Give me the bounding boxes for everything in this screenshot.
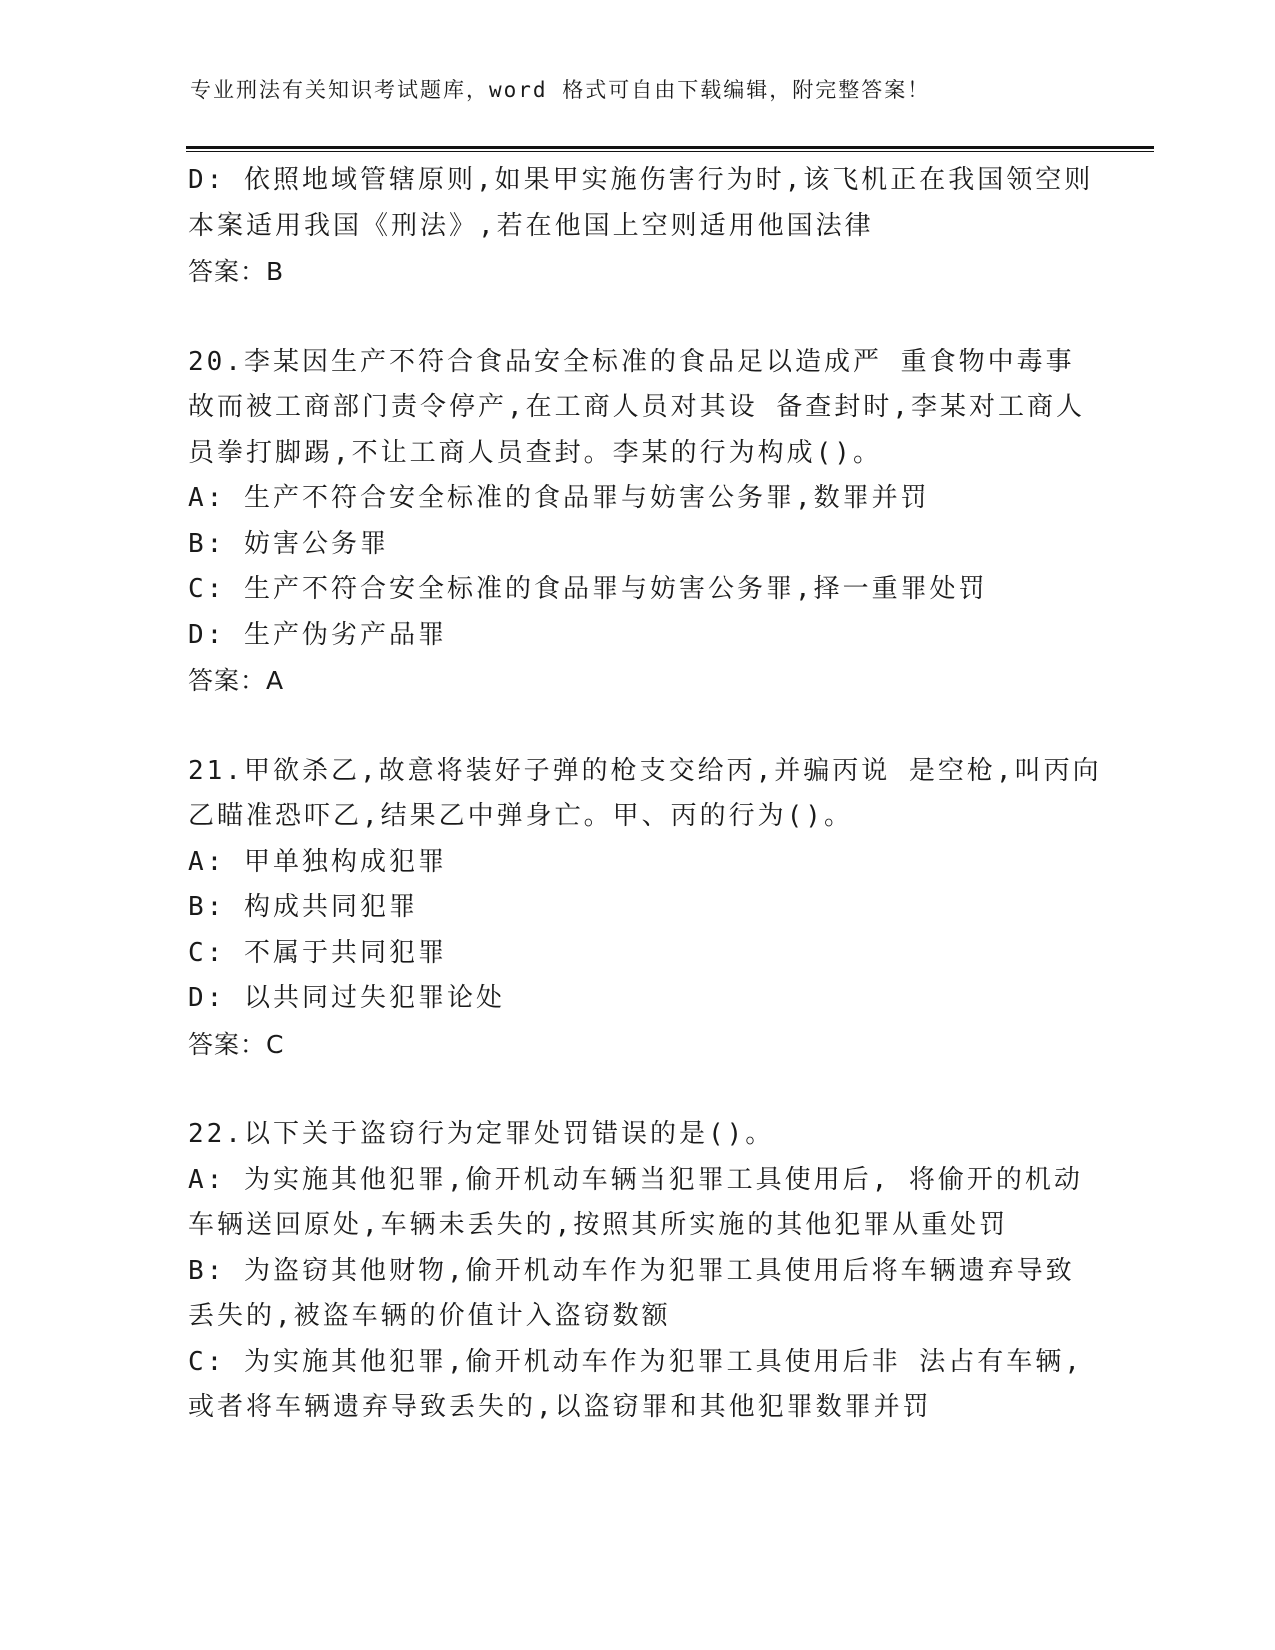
question-text-line: 乙瞄准恐吓乙,结果乙中弹身亡。甲、丙的行为()。 [188,801,853,831]
option-c: C: 生产不符合安全标准的食品罪与妨害公务罪,择一重罪处罚 [188,574,988,604]
option-b: B: 妨害公务罪 [188,528,389,559]
question-21 [188,749,1102,1068]
option-b-line: B: 为盗窃其他财物,偷开机动车作为犯罪工具使用后将车辆遗弃导致 [188,1255,1075,1286]
option-a-line: 车辆送回原处,车辆未丢失的,按照其所实施的其他犯罪从重处罚 [188,1210,1009,1240]
question-22 [188,1112,1088,1431]
document-body [188,158,1102,1431]
answer-line: 答案：A [188,666,285,695]
question-text-line: 21.甲欲杀乙,故意将装好子弹的枪支交给丙,并骗丙说 是空枪,叫丙向 [188,755,1102,786]
answer-line: 答案：B [188,257,285,286]
question-text-line: 22.以下关于盗窃行为定罪处罚错误的是()。 [188,1119,775,1149]
option-a: A: 甲单独构成犯罪 [188,846,447,877]
question-text-line: 20.李某因生产不符合食品安全标准的食品足以造成严 重食物中毒事 [188,346,1075,377]
option-c-line: 或者将车辆遗弃导致丢失的,以盗窃罪和其他犯罪数罪并罚 [188,1392,932,1422]
option-d-line: 本案适用我国《刑法》,若在他国上空则适用他国法律 [188,210,874,241]
option-d-line: D: 依照地域管辖原则,如果甲实施伤害行为时,该飞机正在我国领空则 [188,165,1094,195]
page-header: 专业刑法有关知识考试题库，word 格式可自由下载编辑，附完整答案！ [190,78,931,102]
option-c: C: 不属于共同犯罪 [188,937,447,968]
option-a-line: A: 为实施其他犯罪,偷开机动车辆当犯罪工具使用后, 将偷开的机动 [188,1164,1083,1195]
question-text-line: 员拳打脚踢,不让工商人员查封。李某的行为构成()。 [188,437,882,468]
header-divider [186,146,1154,152]
option-b: B: 构成共同犯罪 [188,892,418,922]
header-divider-thin [186,151,1154,152]
header-divider-thick [186,146,1154,149]
question-text-line: 故而被工商部门责令停产,在工商人员对其设 备查封时,李某对工商人 [188,392,1085,422]
spacer [188,295,1088,340]
option-b-line: 丢失的,被盗车辆的价值计入盗窃数额 [188,1301,671,1331]
option-d: D: 以共同过失犯罪论处 [188,983,505,1013]
question-19-tail [188,158,1094,295]
option-d: D: 生产伪劣产品罪 [188,619,447,650]
answer-line: 答案：C [188,1029,285,1059]
spacer [188,1067,1088,1112]
option-c-line: C: 为实施其他犯罪,偷开机动车作为犯罪工具使用后非 法占有车辆, [188,1346,1083,1377]
spacer [188,704,1088,749]
question-20 [188,340,1088,704]
option-a: A: 生产不符合安全标准的食品罪与妨害公务罪,数罪并罚 [188,483,930,513]
